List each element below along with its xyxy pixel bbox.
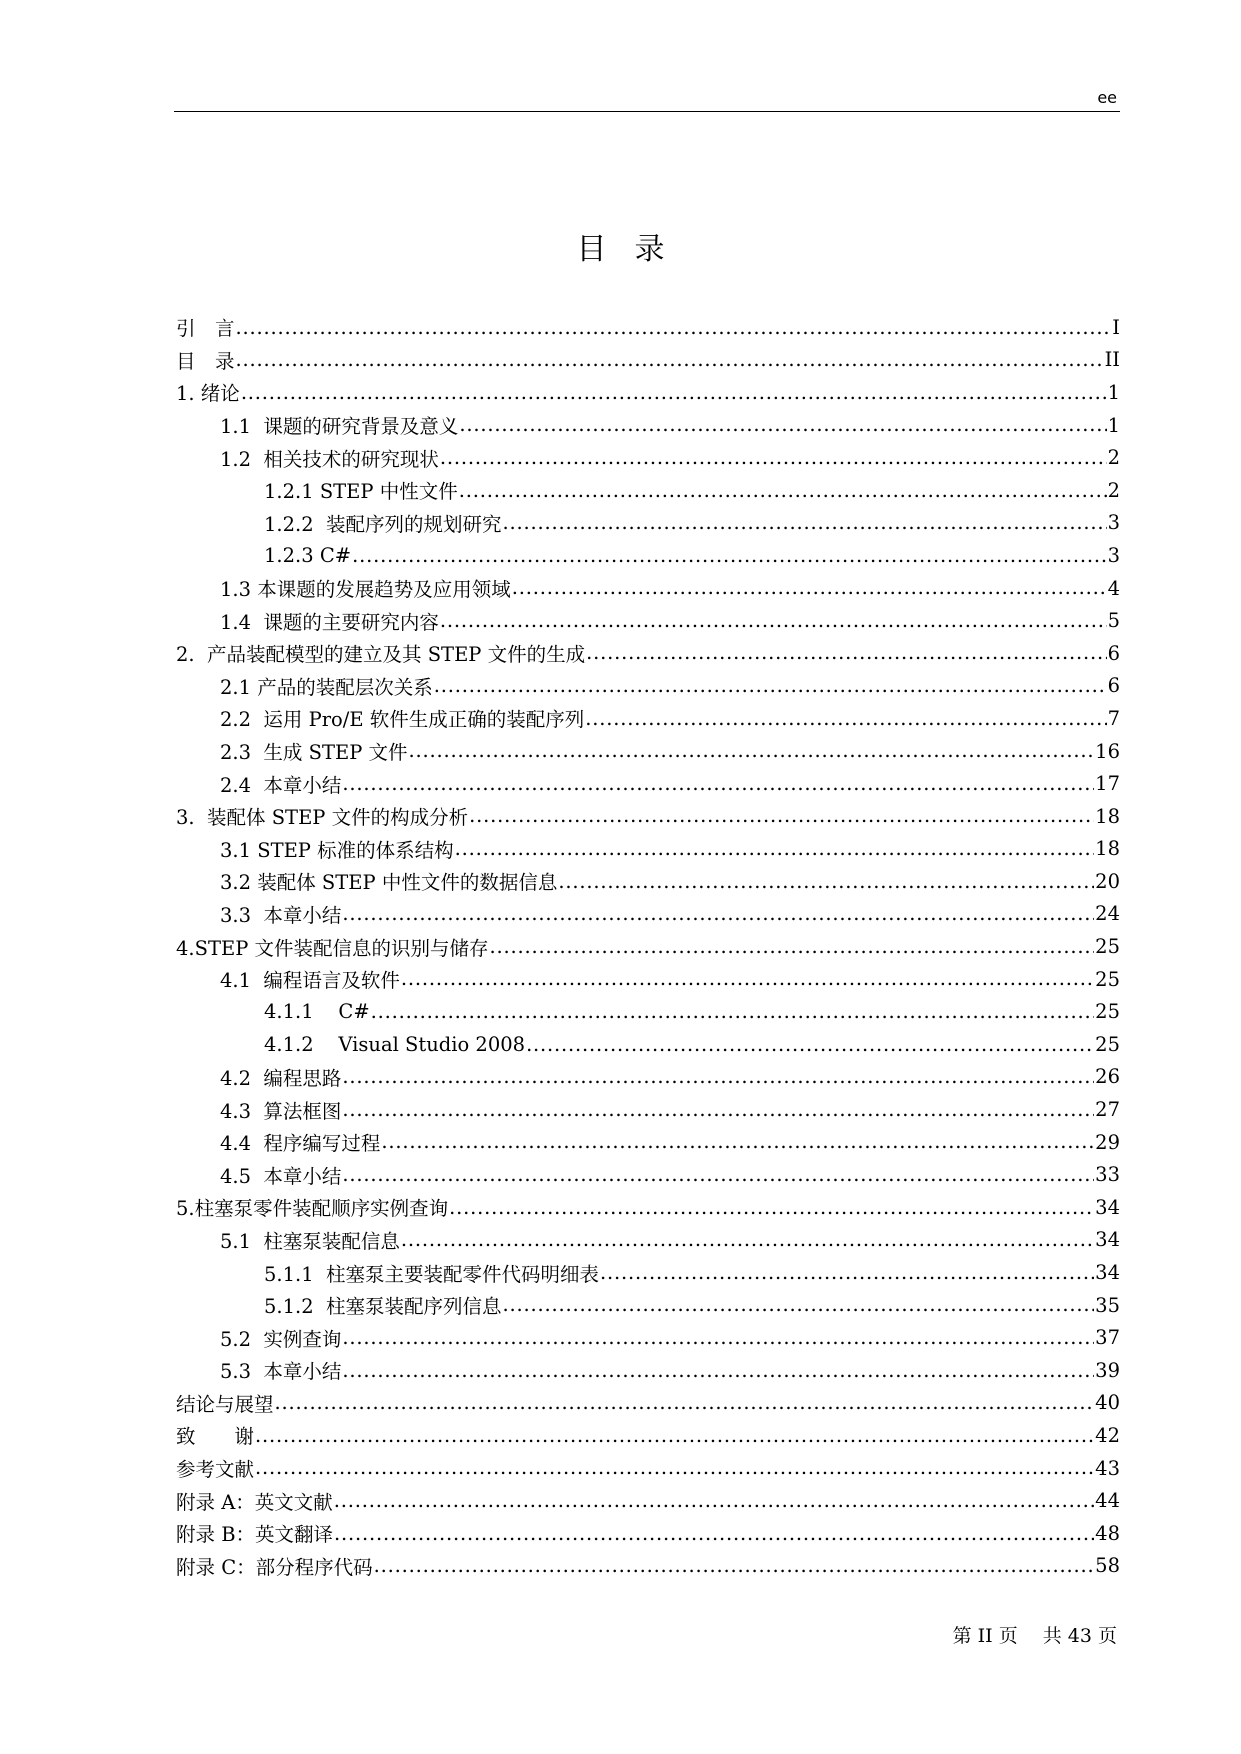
toc-entry[interactable] xyxy=(176,409,1120,442)
toc-entry-title: 附录 A：英文文献 xyxy=(176,1490,333,1514)
toc-dot-leader xyxy=(236,318,1112,338)
toc-entry[interactable] xyxy=(176,1061,1120,1094)
toc-entry-title: 附录 B：英文翻译 xyxy=(176,1523,334,1547)
toc-dot-leader xyxy=(401,1230,1094,1250)
toc-dot-leader xyxy=(503,1295,1095,1315)
toc-dot-leader xyxy=(558,872,1094,892)
toc-dot-leader xyxy=(255,1458,1094,1478)
toc-entry-page: 34 xyxy=(1095,1195,1120,1219)
toc-entry[interactable] xyxy=(176,1126,1120,1159)
header-rule xyxy=(174,111,1120,112)
toc-entry[interactable] xyxy=(176,539,1120,572)
toc-entry-page: 34 xyxy=(1095,1228,1120,1252)
toc-entry[interactable] xyxy=(176,311,1120,344)
toc-entry[interactable] xyxy=(176,1387,1120,1420)
toc-entry-title: 3. 装配体 STEP 文件的构成分析 xyxy=(176,806,469,830)
toc-entry-title: 1.2.2 装配序列的规划研究 xyxy=(264,512,502,536)
toc-dot-leader xyxy=(600,1263,1094,1283)
toc-entry[interactable] xyxy=(176,376,1120,409)
toc-entry-page: 48 xyxy=(1095,1521,1120,1545)
toc-entry-page: I xyxy=(1112,315,1120,339)
toc-entry-title: 2.4 本章小结 xyxy=(220,773,342,797)
toc-entry-title: 3.3 本章小结 xyxy=(220,903,342,927)
toc-entry-page: 20 xyxy=(1095,869,1120,893)
toc-entry[interactable] xyxy=(176,604,1120,637)
toc-entry-page: 25 xyxy=(1095,935,1120,959)
toc-entry-page: 1 xyxy=(1107,380,1120,404)
toc-entry-title: 结论与展望 xyxy=(176,1392,274,1416)
toc-dot-leader xyxy=(334,1491,1094,1511)
toc-entry-title: 1.2 相关技术的研究现状 xyxy=(220,447,439,471)
toc-dot-leader xyxy=(334,1524,1094,1544)
toc-dot-leader xyxy=(585,709,1106,729)
toc-entry-title: 5.1 柱塞泵装配信息 xyxy=(220,1229,400,1253)
toc-entry-page: 44 xyxy=(1095,1489,1120,1513)
toc-entry[interactable] xyxy=(176,1484,1120,1517)
toc-entry[interactable] xyxy=(176,1256,1120,1289)
toc-dot-leader xyxy=(490,937,1095,957)
toc-dot-leader xyxy=(371,1002,1095,1022)
toc-entry-page: 26 xyxy=(1095,1065,1120,1089)
toc-entry[interactable] xyxy=(176,898,1120,931)
toc-entry-title: 1. 绪论 xyxy=(176,382,240,406)
toc-entry[interactable] xyxy=(176,1321,1120,1354)
toc-entry[interactable] xyxy=(176,1158,1120,1191)
toc-dot-leader xyxy=(434,676,1107,696)
toc-entry[interactable] xyxy=(176,474,1120,507)
toc-entry-page: 6 xyxy=(1107,641,1120,665)
toc-entry-page: 2 xyxy=(1107,446,1120,470)
toc-entry-page: 24 xyxy=(1095,902,1120,926)
toc-entry-page: 7 xyxy=(1107,706,1120,730)
toc-entry-title: 5.2 实例查询 xyxy=(220,1327,342,1351)
toc-dot-leader xyxy=(241,383,1107,403)
toc-dot-leader xyxy=(275,1393,1095,1413)
toc-dot-leader xyxy=(455,839,1095,859)
page-title: 目录 xyxy=(576,232,693,267)
toc-entry-title: 5.3 本章小结 xyxy=(220,1360,342,1384)
toc-dot-leader xyxy=(409,741,1095,761)
toc-entry-title: 4.1.2 Visual Studio 2008 xyxy=(264,1032,526,1056)
toc-dot-leader xyxy=(342,1361,1094,1381)
toc-entry-page: 34 xyxy=(1095,1261,1120,1285)
page-footer: 第 II 页 共 43 页 xyxy=(952,1625,1117,1647)
toc-dot-leader xyxy=(342,1165,1094,1185)
toc-entry-page: 35 xyxy=(1095,1293,1120,1317)
table-of-contents xyxy=(176,311,1120,1582)
toc-entry[interactable] xyxy=(176,1191,1120,1224)
toc-entry-page: 25 xyxy=(1095,967,1120,991)
toc-dot-leader xyxy=(586,643,1106,663)
toc-entry-page: 1 xyxy=(1107,413,1120,437)
toc-entry-title: 2.3 生成 STEP 文件 xyxy=(220,741,408,765)
toc-entry-title: 5.柱塞泵零件装配顺序实例查询 xyxy=(176,1197,449,1221)
toc-entry[interactable] xyxy=(176,1289,1120,1322)
toc-entry-title: 4.4 程序编写过程 xyxy=(220,1132,381,1156)
toc-entry[interactable] xyxy=(176,995,1120,1028)
toc-entry-page: 27 xyxy=(1095,1098,1120,1122)
toc-entry-title: 5.1.1 柱塞泵主要装配零件代码明细表 xyxy=(264,1262,600,1286)
header-label: ee xyxy=(1097,88,1117,107)
toc-entry-title: 目 录 xyxy=(176,349,235,373)
toc-entry-title: 4.3 算法框图 xyxy=(220,1099,342,1123)
toc-entry[interactable] xyxy=(176,1093,1120,1126)
toc-dot-leader xyxy=(236,350,1104,370)
toc-entry-page: 58 xyxy=(1095,1554,1120,1578)
toc-entry-title: 4.5 本章小结 xyxy=(220,1164,342,1188)
toc-entry-title: 1.4 课题的主要研究内容 xyxy=(220,610,439,634)
toc-entry[interactable] xyxy=(176,344,1120,377)
toc-dot-leader xyxy=(459,415,1106,435)
toc-entry[interactable] xyxy=(176,930,1120,963)
toc-dot-leader xyxy=(401,969,1094,989)
toc-entry[interactable] xyxy=(176,800,1120,833)
toc-entry[interactable] xyxy=(176,1419,1120,1452)
toc-entry[interactable] xyxy=(176,865,1120,898)
toc-dot-leader xyxy=(526,1035,1094,1055)
toc-entry-title: 2.1 产品的装配层次关系 xyxy=(220,675,433,699)
toc-entry-title: 5.1.2 柱塞泵装配序列信息 xyxy=(264,1295,502,1319)
toc-entry-page: 16 xyxy=(1095,739,1120,763)
toc-entry-title: 4.1.1 C# xyxy=(264,1000,370,1024)
toc-entry[interactable] xyxy=(176,702,1120,735)
toc-dot-leader xyxy=(459,481,1107,501)
toc-dot-leader xyxy=(440,611,1107,631)
toc-entry-page: 2 xyxy=(1107,478,1120,502)
toc-entry-page: 18 xyxy=(1095,837,1120,861)
toc-entry[interactable] xyxy=(176,441,1120,474)
toc-entry-page: 39 xyxy=(1095,1358,1120,1382)
toc-entry-title: 1.3 本课题的发展趋势及应用领域 xyxy=(220,578,511,602)
toc-entry-page: 5 xyxy=(1107,609,1120,633)
toc-entry-page: 42 xyxy=(1095,1423,1120,1447)
toc-entry[interactable] xyxy=(176,637,1120,670)
toc-entry-title: 3.1 STEP 标准的体系结构 xyxy=(220,838,454,862)
toc-entry-title: 附录 C：部分程序代码 xyxy=(176,1555,373,1579)
toc-entry[interactable] xyxy=(176,1028,1120,1061)
toc-dot-leader xyxy=(512,578,1107,598)
toc-entry-page: 33 xyxy=(1095,1163,1120,1187)
toc-entry-page: 6 xyxy=(1107,674,1120,698)
toc-entry[interactable] xyxy=(176,963,1120,996)
toc-entry-page: 40 xyxy=(1095,1391,1120,1415)
toc-entry[interactable] xyxy=(176,833,1120,866)
toc-dot-leader xyxy=(342,774,1094,794)
toc-dot-leader xyxy=(374,1556,1095,1576)
toc-dot-leader xyxy=(381,1132,1094,1152)
toc-entry[interactable] xyxy=(176,735,1120,768)
toc-dot-leader xyxy=(342,1100,1094,1120)
toc-entry-page: 29 xyxy=(1095,1130,1120,1154)
toc-entry-title: 3.2 装配体 STEP 中性文件的数据信息 xyxy=(220,871,558,895)
toc-entry-page: 37 xyxy=(1095,1326,1120,1350)
toc-entry-title: 2.2 运用 Pro/E 软件生成正确的装配序列 xyxy=(220,708,585,732)
toc-entry[interactable] xyxy=(176,507,1120,540)
toc-entry-title: 1.1 课题的研究背景及意义 xyxy=(220,415,459,439)
toc-dot-leader xyxy=(342,1067,1094,1087)
toc-entry-page: 4 xyxy=(1107,576,1120,600)
toc-dot-leader xyxy=(503,513,1107,533)
toc-entry-page: 25 xyxy=(1095,1032,1120,1056)
toc-entry[interactable] xyxy=(176,1224,1120,1257)
toc-dot-leader xyxy=(440,448,1107,468)
toc-dot-leader xyxy=(255,1426,1094,1446)
toc-entry-title: 4.2 编程思路 xyxy=(220,1066,342,1090)
toc-entry[interactable] xyxy=(176,767,1120,800)
toc-dot-leader xyxy=(469,806,1094,826)
toc-entry-title: 参考文献 xyxy=(176,1458,255,1482)
toc-entry-title: 4.STEP 文件装配信息的识别与储存 xyxy=(176,936,489,960)
toc-entry[interactable] xyxy=(176,1354,1120,1387)
toc-entry[interactable] xyxy=(176,1517,1120,1550)
toc-dot-leader xyxy=(449,1198,1094,1218)
toc-entry-page: 43 xyxy=(1095,1456,1120,1480)
toc-entry-page: 3 xyxy=(1107,511,1120,535)
toc-entry[interactable] xyxy=(176,670,1120,703)
toc-dot-leader xyxy=(342,904,1094,924)
toc-dot-leader xyxy=(352,546,1107,566)
toc-entry-page: 3 xyxy=(1107,543,1120,567)
toc-entry-title: 4.1 编程语言及软件 xyxy=(220,969,400,993)
toc-entry-title: 1.2.3 C# xyxy=(264,543,352,567)
toc-entry[interactable] xyxy=(176,1550,1120,1583)
toc-entry[interactable] xyxy=(176,1452,1120,1485)
toc-entry-title: 引 言 xyxy=(176,317,235,341)
toc-entry-page: 18 xyxy=(1095,804,1120,828)
toc-entry-title: 1.2.1 STEP 中性文件 xyxy=(264,480,458,504)
toc-entry-title: 致 谢 xyxy=(176,1425,255,1449)
toc-entry-page: 17 xyxy=(1095,772,1120,796)
toc-entry-title: 2. 产品装配模型的建立及其 STEP 文件的生成 xyxy=(176,643,586,667)
toc-entry[interactable] xyxy=(176,572,1120,605)
toc-dot-leader xyxy=(342,1328,1094,1348)
toc-entry-page: II xyxy=(1104,348,1120,372)
toc-entry-page: 25 xyxy=(1095,1000,1120,1024)
